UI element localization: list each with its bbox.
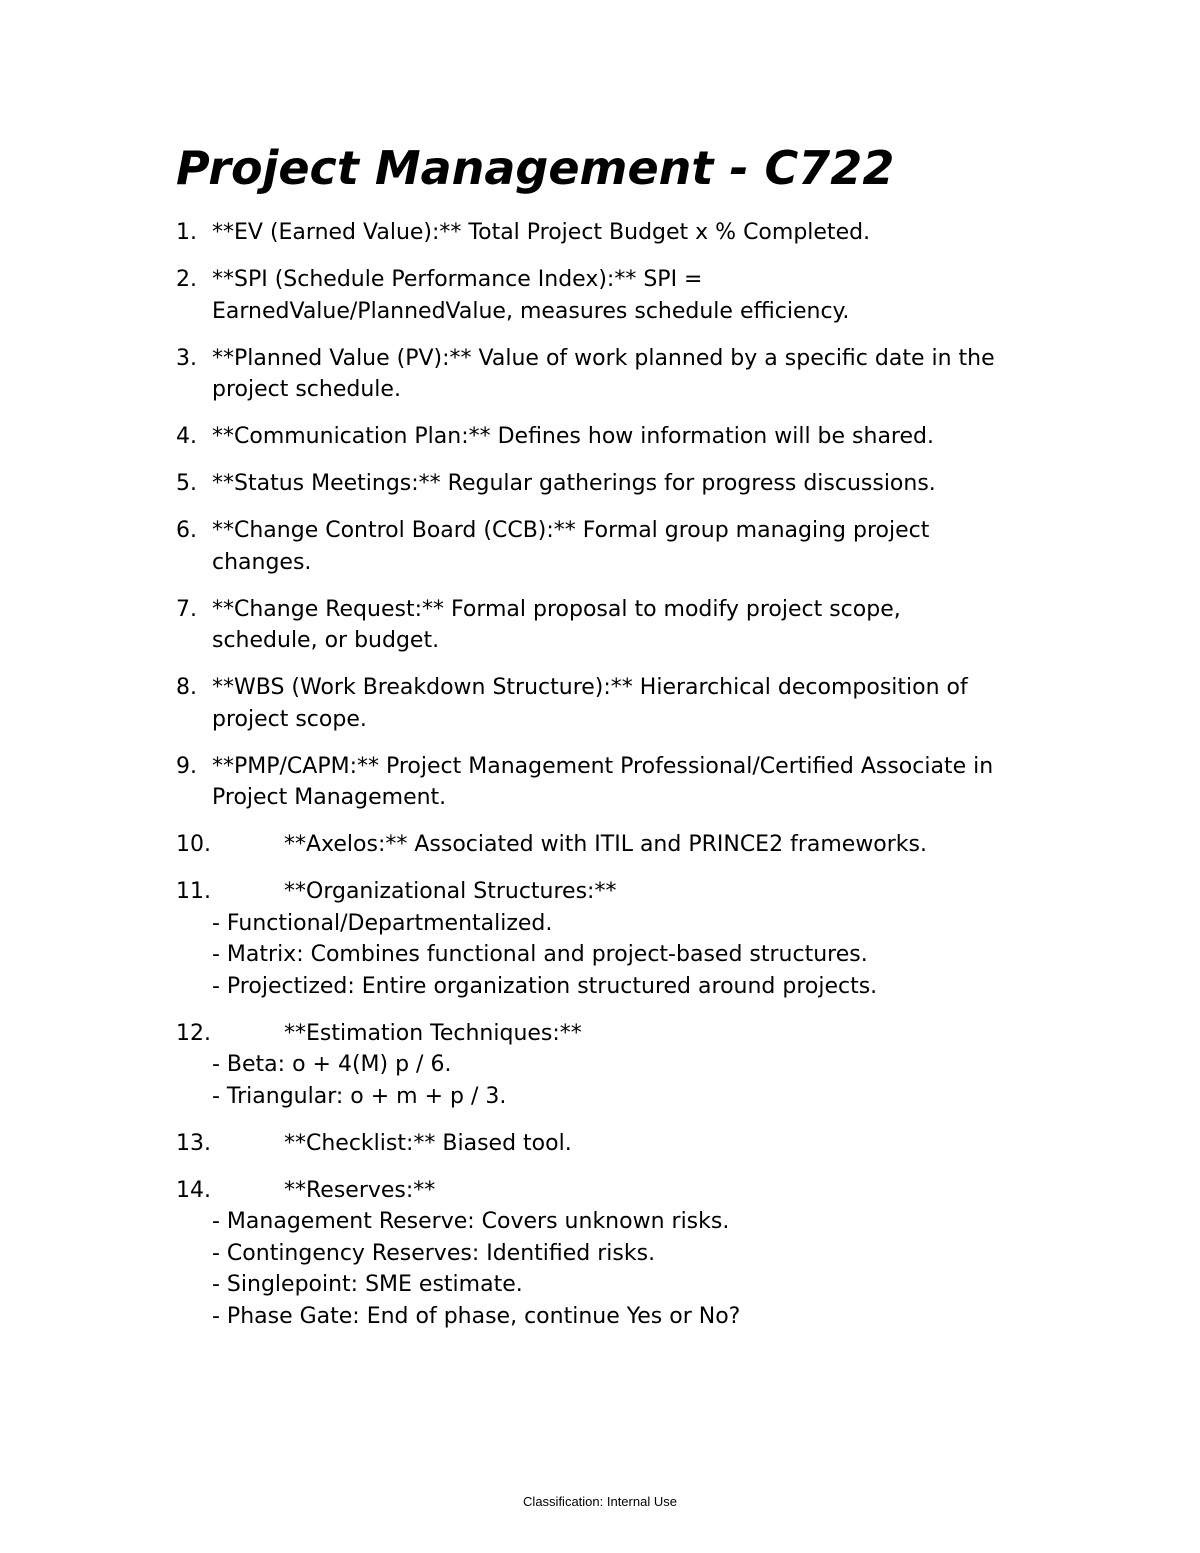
list-item [176, 751, 1076, 814]
list-item-number: 6. [176, 518, 197, 543]
list-item-subline: - Beta: o + 4(M) p / 6. [212, 1052, 452, 1077]
list-item [176, 1175, 1076, 1333]
list-item-subline: - Functional/Departmentalized. [212, 910, 553, 936]
list-item-text: changes. [212, 549, 312, 575]
list-item-text: **WBS (Work Breakdown Structure):** Hierarchical decomposition of [212, 675, 968, 700]
page-title: Project Management - C722 [176, 141, 895, 195]
list-item [176, 468, 1076, 500]
list-item-subline: - Triangular: o + m + p / 3. [212, 1083, 507, 1109]
list-item [176, 829, 1076, 861]
numbered-list [176, 217, 1076, 1348]
list-item-text: **Change Request:** Formal proposal to modify project scope, [212, 596, 901, 622]
list-item [176, 672, 1076, 735]
list-item-subline: - Matrix: Combines functional and project-based structures. [212, 942, 868, 967]
list-item-number: 1. [176, 220, 197, 245]
list-item-text: **Change Control Board (CCB):** Formal group managing project [212, 518, 930, 543]
list-item-text: Project Management. [212, 785, 447, 810]
list-item-text: project scope. [212, 706, 367, 732]
list-item [176, 876, 1076, 1002]
list-item-number: 3. [176, 345, 197, 371]
list-item-number: 7. [176, 596, 197, 622]
list-item [176, 343, 1076, 406]
list-item-number: 10. [176, 832, 211, 857]
list-item-text: **Checklist:** Biased tool. [284, 1130, 572, 1156]
list-item-text: **Organizational Structures:** [284, 879, 617, 904]
list-item-subline: - Phase Gate: End of phase, continue Yes or No? [212, 1303, 741, 1329]
list-item [176, 1018, 1076, 1113]
list-item [176, 594, 1076, 657]
list-item-text: schedule, or budget. [212, 628, 440, 653]
classification-footer: Classification: Internal Use [523, 1494, 677, 1509]
list-item-text: **PMP/CAPM:** Project Management Professional/Certified Associate in [212, 753, 994, 779]
list-item-number: 12. [176, 1020, 211, 1046]
list-item-text: **SPI (Schedule Performance Index):** SPI = [212, 267, 703, 292]
list-item-text: **Axelos:** Associated with ITIL and PRINCE2 frameworks. [284, 832, 928, 857]
list-item-text: **Status Meetings:** Regular gatherings for progress discussions. [212, 471, 936, 496]
list-item-text: **Reserves:** [284, 1177, 436, 1203]
list-item [176, 421, 1076, 453]
list-item-subline: - Management Reserve: Covers unknown risks. [212, 1209, 730, 1234]
list-item [176, 264, 1076, 327]
list-item-subline: - Projectized: Entire organization structured around projects. [212, 973, 878, 999]
list-item-subline: - Contingency Reserves: Identified risks. [212, 1240, 656, 1266]
list-item [176, 515, 1076, 578]
list-item-number: 8. [176, 675, 197, 700]
list-item-number: 2. [176, 267, 197, 292]
list-item-text: **EV (Earned Value):** Total Project Budget x % Completed. [212, 220, 871, 245]
list-item-number: 4. [176, 424, 197, 449]
list-item-number: 14. [176, 1177, 211, 1203]
list-item-subline: - Singlepoint: SME estimate. [212, 1272, 523, 1297]
list-item [176, 217, 1076, 249]
list-item-number: 5. [176, 471, 197, 496]
list-item-text: project schedule. [212, 377, 401, 402]
list-item-text: **Communication Plan:** Defines how information will be shared. [212, 424, 934, 449]
list-item-number: 13. [176, 1130, 211, 1156]
list-item-number: 11. [176, 879, 211, 904]
list-item-text: EarnedValue/PlannedValue, measures schedule efficiency. [212, 298, 850, 324]
list-item-text: **Planned Value (PV):** Value of work planned by a specific date in the [212, 345, 995, 371]
list-item-text: **Estimation Techniques:** [284, 1020, 582, 1046]
list-item-number: 9. [176, 753, 197, 779]
list-item [176, 1128, 1076, 1160]
